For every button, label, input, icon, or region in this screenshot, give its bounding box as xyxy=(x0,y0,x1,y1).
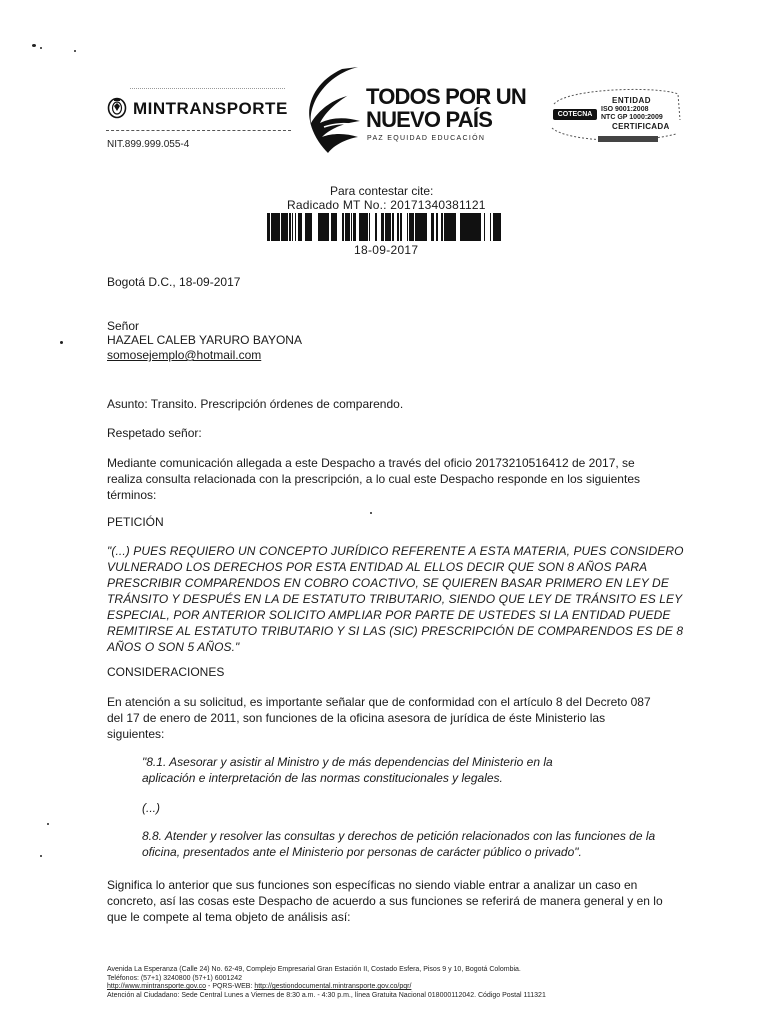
barcode-bar xyxy=(468,213,469,241)
barcode-bar xyxy=(347,213,348,241)
barcode-bar xyxy=(398,213,399,241)
footer-web-separator: - PQRS-WEB: xyxy=(206,983,255,990)
barcode-bar xyxy=(307,213,309,241)
barcode-bar xyxy=(355,213,356,241)
barcode-bar xyxy=(412,213,413,241)
barcode-bar xyxy=(300,213,301,241)
brand-divider xyxy=(106,130,291,131)
barcode-bar xyxy=(276,213,277,241)
barcode-bar xyxy=(490,213,491,241)
barcode-bar xyxy=(453,213,454,241)
barcode-bar xyxy=(478,213,480,241)
consideraciones-paragraph xyxy=(107,694,651,742)
barcode-bar xyxy=(273,213,276,241)
paragraph-line: VULNERADO LOS DERECHOS POR ESTA ENTIDAD AL ELLOS DECIR QUE SON 8 AÑOS PARA xyxy=(107,560,648,574)
barcode-bar xyxy=(331,213,333,241)
cert-entidad: ENTIDAD xyxy=(612,96,652,105)
barcode-bar xyxy=(470,213,471,241)
barcode-bar xyxy=(416,213,418,241)
barcode-bar xyxy=(455,213,456,241)
barcode-bar xyxy=(460,213,461,241)
barcode-bar xyxy=(375,213,377,241)
slogan-line-1: TODOS POR UN xyxy=(366,84,526,109)
footer-phones: Teléfonos: (57+1) 3240800 (57+1) 6001242 xyxy=(107,974,243,982)
peticion-quote xyxy=(107,543,684,655)
todos-por-un-nuevo-pais-logo-icon xyxy=(302,65,364,155)
barcode-bar xyxy=(336,213,337,241)
barcode-bar xyxy=(474,213,476,241)
barcode-bar xyxy=(342,213,343,241)
paragraph-line: Significa lo anterior que sus funciones son específicas no siendo viable entrar a analizar un caso en xyxy=(107,878,638,892)
paragraph-line: términos: xyxy=(107,488,157,502)
barcode-bar xyxy=(447,213,448,241)
barcode-bar xyxy=(366,213,367,241)
paragraph-line: TRÁNSITO Y DESPUÉS EN LA DE ESTATUTO TRIBUTARIO, SIENDO QUE LEY DE TRÁNSITO ES LEY xyxy=(107,592,683,606)
barcode-bar xyxy=(397,213,398,241)
cite-instruction: Para contestar cite: xyxy=(330,184,434,198)
barcode-bar xyxy=(392,213,394,241)
barcode-bar xyxy=(318,213,320,241)
barcode-bar xyxy=(465,213,468,241)
peticion-heading: PETICIÓN xyxy=(107,515,164,529)
place-date: Bogotá D.C., 18-09-2017 xyxy=(107,275,241,289)
cert-iso: ISO 9001:2008 xyxy=(601,106,649,113)
barcode-bar xyxy=(351,213,352,241)
scan-speck xyxy=(74,50,76,52)
barcode-bar xyxy=(419,213,420,241)
barcode-bar xyxy=(281,213,283,241)
barcode-bar xyxy=(425,213,427,241)
barcode-bar xyxy=(325,213,327,241)
barcode-bar xyxy=(365,213,366,241)
pqrs-website-link[interactable]: http://gestiondocumental.mintransporte.gov.co/pqr/ xyxy=(254,983,412,990)
barcode-bar xyxy=(423,213,424,241)
barcode-bar xyxy=(463,213,464,241)
recipient-name: HAZAEL CALEB YARURO BAYONA xyxy=(107,333,302,347)
scan-speck xyxy=(40,47,42,49)
barcode-bar xyxy=(484,213,485,241)
footer-address: Avenida La Esperanza (Calle 24) No. 62-49, Complejo Empresarial Gran Estación II, Costado Esfera, Pisos 9 y 10, Bogotá Colombia. xyxy=(107,966,521,973)
barcode-bar xyxy=(472,213,474,241)
barcode-bar xyxy=(433,213,434,241)
barcode-bar xyxy=(471,213,472,241)
consideraciones-heading: CONSIDERACIONES xyxy=(107,665,225,679)
footer xyxy=(107,966,546,1000)
subject-line: Asunto: Transito. Prescripción órdenes de comparendo. xyxy=(107,397,404,411)
barcode-bar xyxy=(348,213,349,241)
barcode-bar xyxy=(283,213,285,241)
barcode-bar xyxy=(411,213,412,241)
coat-of-arms-icon xyxy=(107,97,127,119)
recipient-email-link[interactable]: somosejemplo@hotmail.com xyxy=(107,348,262,362)
barcode-bar xyxy=(354,213,355,241)
paragraph-line: concreto, así las cosas este Despacho de acuerdo a sus funciones se referirá de manera general y en lo xyxy=(107,894,663,908)
paragraph-line: PRESCRIBIR COMPARENDOS EN COBRO COACTIVO, SE QUIEREN BASAR PRIMERO EN LEY DE xyxy=(107,576,669,590)
radicado-number: Radicado MT No.: 20171340381121 xyxy=(287,198,486,212)
barcode-bar xyxy=(327,213,329,241)
scan-speck xyxy=(370,512,372,514)
scan-speck xyxy=(47,823,49,825)
barcode-bar xyxy=(333,213,336,241)
barcode-bar xyxy=(343,213,344,241)
barcode-bar xyxy=(367,213,368,241)
barcode-bar xyxy=(349,213,350,241)
footer-web xyxy=(107,983,546,992)
footer-attention: Atención al Ciudadano: Sede Central Lunes a Viernes de 8:30 a.m. - 4:30 p.m., línea Gratuita Nacional 018000112042. Código Postal 111321 xyxy=(107,991,546,999)
paragraph-line: En atención a su solicitud, es importante señalar que de conformidad con el artículo 8 del Decreto 087 xyxy=(107,695,651,709)
barcode-bar xyxy=(476,213,477,241)
barcode-bar xyxy=(500,213,501,241)
barcode-bar xyxy=(369,213,370,241)
brand-name: MINTRANSPORTE xyxy=(133,99,288,118)
paragraph-line: 8.8. Atender y resolver las consultas y derechos de petición relacionados con las funciones de la xyxy=(142,829,656,843)
barcode-bar xyxy=(353,213,354,241)
barcode-bar xyxy=(494,213,496,241)
paragraph-line: siguientes: xyxy=(107,727,165,741)
ministry-website-link[interactable]: http://www.mintransporte.gov.co xyxy=(107,983,207,990)
barcode-bar xyxy=(290,213,291,241)
paragraph-line: AÑOS O SON 5 AÑOS." xyxy=(107,640,240,654)
paragraph-line: REMITIRSE AL ESTATUTO TRIBUTARIO Y SI LAS (SIC) PRESCRIPCIÓN DE COMPARENDOS ES DE 8 xyxy=(107,624,684,638)
barcode-bar xyxy=(289,213,290,241)
barcode-bar xyxy=(450,213,453,241)
barcode-bar xyxy=(454,213,455,241)
barcode-bar xyxy=(418,213,419,241)
barcode-bar xyxy=(345,213,347,241)
paragraph-line: realiza consulta relacionada con la prescripción, a lo cual este Despacho responde en los siguientes xyxy=(107,472,640,486)
barcode-bar xyxy=(279,213,280,241)
quote-ellipsis: (...) xyxy=(142,801,160,815)
paragraph-line: del 17 de enero de 2011, son funciones de la oficina asesora de jurídica de éste Ministerio las xyxy=(107,711,606,725)
barcode-bar xyxy=(267,213,268,241)
barcode-bar xyxy=(436,213,437,241)
barcode-bar xyxy=(407,213,408,241)
quote-8-1 xyxy=(142,754,553,786)
barcode-bar xyxy=(321,213,322,241)
barcode-bar xyxy=(496,213,499,241)
barcode-bar xyxy=(285,213,288,241)
barcode-bar xyxy=(388,213,391,241)
paragraph-line: "8.1. Asesorar y asistir al Ministro y de más dependencias del Ministerio en la xyxy=(142,755,553,769)
barcode-bar xyxy=(464,213,465,241)
barcode-bar xyxy=(359,213,362,241)
paragraph-line: Mediante comunicación allegada a este Despacho a través del oficio 20173210516412 de 2017, se xyxy=(107,456,635,470)
barcode-bar xyxy=(437,213,438,241)
barcode-bar xyxy=(301,213,302,241)
barcode-bar xyxy=(271,213,273,241)
barcode-date: 18-09-2017 xyxy=(354,243,419,257)
barcode-bar xyxy=(409,213,411,241)
barcode-bar xyxy=(400,213,401,241)
barcode-bar xyxy=(401,213,402,241)
barcode-bar xyxy=(424,213,425,241)
barcode-bar xyxy=(413,213,414,241)
barcode-bar xyxy=(420,213,423,241)
nit-number: NIT.899.999.055-4 xyxy=(107,139,190,150)
barcode-bar xyxy=(385,213,388,241)
barcode-bar xyxy=(268,213,269,241)
barcode-bar xyxy=(499,213,500,241)
scan-speck xyxy=(60,341,63,344)
paragraph-line: oficina, presentados ante el Ministerio por personas de carácter público o privado". xyxy=(142,845,582,859)
barcode-bar xyxy=(441,213,443,241)
scan-speck xyxy=(32,44,36,47)
barcode-bar xyxy=(277,213,279,241)
barcode-bar xyxy=(320,213,321,241)
barcode-bar xyxy=(461,213,463,241)
scan-speck xyxy=(40,855,42,857)
barcode-bar xyxy=(269,213,270,241)
header-top-rule xyxy=(130,88,285,89)
barcode xyxy=(267,213,501,241)
barcode-bar xyxy=(362,213,363,241)
barcode-bar xyxy=(292,213,293,241)
paragraph-line: "(...) PUES REQUIERO UN CONCEPTO JURÍDICO REFERENTE A ESTA MATERIA, PUES CONSIDERO xyxy=(107,544,684,558)
barcode-bar xyxy=(493,213,494,241)
barcode-bar xyxy=(322,213,325,241)
closing-paragraph xyxy=(107,877,663,925)
barcode-bar xyxy=(306,213,307,241)
cert-ntc: NTC GP 1000:2009 xyxy=(601,114,663,121)
paragraph-line: aplicación e interpretación de las normas constitucionales y legales. xyxy=(142,771,503,785)
salutation-title: Señor xyxy=(107,319,140,333)
barcode-bar xyxy=(469,213,470,241)
slogan-tagline: PAZ EQUIDAD EDUCACIÓN xyxy=(367,135,486,142)
paragraph-line: ESPECIAL, POR ANTERIOR SOLICITO AMPLIAR POR PARTE DE USTEDES SI LA ENTIDAD PUEDE xyxy=(107,608,671,622)
barcode-bar xyxy=(431,213,433,241)
cert-badge-logo: COTECNA xyxy=(553,109,597,120)
barcode-bar xyxy=(381,213,384,241)
greeting: Respetado señor: xyxy=(107,426,202,440)
barcode-bar xyxy=(298,213,300,241)
barcode-bar xyxy=(444,213,447,241)
barcode-bar xyxy=(309,213,310,241)
barcode-bar xyxy=(448,213,450,241)
barcode-bar xyxy=(480,213,481,241)
paragraph-line: que le compete al tema objeto de análisis así: xyxy=(107,910,351,924)
barcode-bar xyxy=(477,213,478,241)
quote-8-8 xyxy=(142,828,655,860)
slogan-line-2: NUEVO PAÍS xyxy=(366,107,493,132)
cert-certificada: CERTIFICADA xyxy=(612,122,670,131)
barcode-bar xyxy=(363,213,365,241)
barcode-bar xyxy=(295,213,296,241)
barcode-bar xyxy=(305,213,306,241)
barcode-bar xyxy=(415,213,416,241)
intro-paragraph xyxy=(107,455,640,503)
barcode-bar xyxy=(310,213,312,241)
